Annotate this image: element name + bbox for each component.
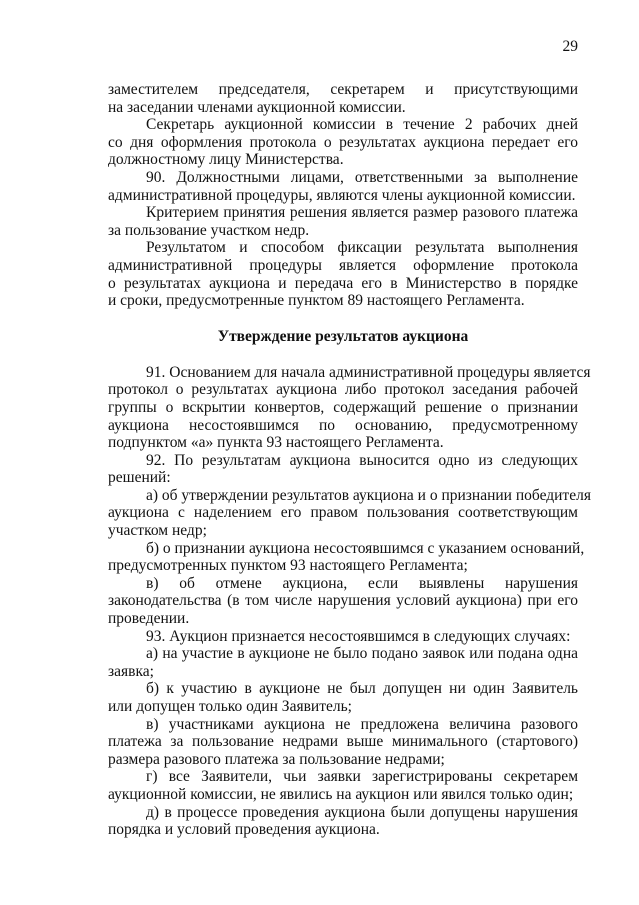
text-line: Результатом и способом фиксации результата выполнения	[146, 239, 578, 257]
text-line: б) о признании аукциона несостоявшимся с указанием оснований,	[146, 539, 585, 557]
text-line: а) на участие в аукционе не было подано заявок или подана одна	[146, 645, 578, 663]
text-line: Секретарь аукционной комиссии в течение 2 рабочих дней	[146, 116, 578, 134]
page-number: 29	[562, 38, 578, 55]
text-line: протокол о результатах аукциона либо протокол заседания рабочей	[108, 381, 578, 399]
document-body	[108, 81, 591, 839]
text-line: в) участниками аукциона не предложена величина разового	[146, 715, 578, 733]
text-line: со дня оформления протокола о результатах аукциона передает его	[108, 133, 578, 151]
text-line: должностному лицу Министерства.	[108, 151, 344, 169]
text-line: предусмотренных пунктом 93 настоящего Регламента;	[108, 557, 468, 575]
text-line: и сроки, предусмотренные пунктом 89 настоящего Регламента.	[108, 292, 525, 310]
text-line: 92. По результатам аукциона выносится одно из следующих	[146, 451, 578, 469]
text-line: группы о вскрытии конвертов, содержащий решение о признании	[108, 398, 578, 416]
text-line: на заседании членами аукционной комиссии.	[108, 98, 406, 116]
text-line: Критерием принятия решения является размер разового платежа	[146, 204, 578, 222]
text-line: 90. Должностными лицами, ответственными за выполнение	[146, 168, 578, 186]
text-line: б) к участию в аукционе не был допущен ни один Заявитель	[146, 680, 578, 698]
text-block-after-heading	[108, 363, 591, 839]
text-line: 93. Аукцион признается несостоявшимся в следующих случаях:	[146, 627, 571, 645]
section-heading: Утверждение результатов аукциона	[217, 327, 469, 345]
text-line: 91. Основанием для начала административной процедуры является	[146, 363, 591, 381]
text-line: решений:	[108, 469, 171, 487]
text-line: о результатах аукциона и передача его в Министерство в порядке	[108, 274, 578, 292]
text-line: административной процедуры, являются члены аукционной комиссии.	[108, 186, 576, 204]
text-line: или допущен только один Заявитель;	[108, 698, 352, 715]
text-line: участком недр;	[108, 522, 207, 540]
text-line: размера разового платежа за пользование недрами;	[108, 750, 445, 768]
text-line: д) в процессе проведения аукциона были допущены нарушения	[146, 803, 578, 821]
text-line: платежа за пользование недрами выше минимального (стартового)	[108, 733, 578, 751]
text-line: в) об отмене аукциона, если выявлены нарушения	[146, 574, 578, 592]
text-line: проведении.	[108, 610, 190, 628]
text-line: аукциона с наделением его правом пользования соответствующим	[108, 504, 578, 522]
text-block-before-heading	[108, 81, 578, 310]
text-line: за пользование участком недр.	[108, 221, 310, 239]
text-line: административной процедуры является оформление протокола	[108, 256, 578, 274]
text-line: аукционной комиссии, не явились на аукцион или явился только один;	[108, 785, 574, 803]
text-line: заявка;	[108, 662, 154, 680]
text-line: аукциона несостоявшимся по основанию, предусмотренному	[108, 416, 578, 434]
text-line: заместителем председателя, секретарем и присутствующими	[108, 81, 578, 98]
text-line: г) все Заявители, чьи заявки зарегистрированы секретарем	[146, 768, 578, 786]
text-line: а) об утверждении результатов аукциона и о признании победителя	[146, 486, 591, 504]
text-line: порядка и условий проведения аукциона.	[108, 821, 380, 839]
text-line: законодательства (в том числе нарушения условий аукциона) при его	[108, 592, 578, 610]
text-line: подпунктом «а» пункта 93 настоящего Регламента.	[108, 434, 444, 452]
